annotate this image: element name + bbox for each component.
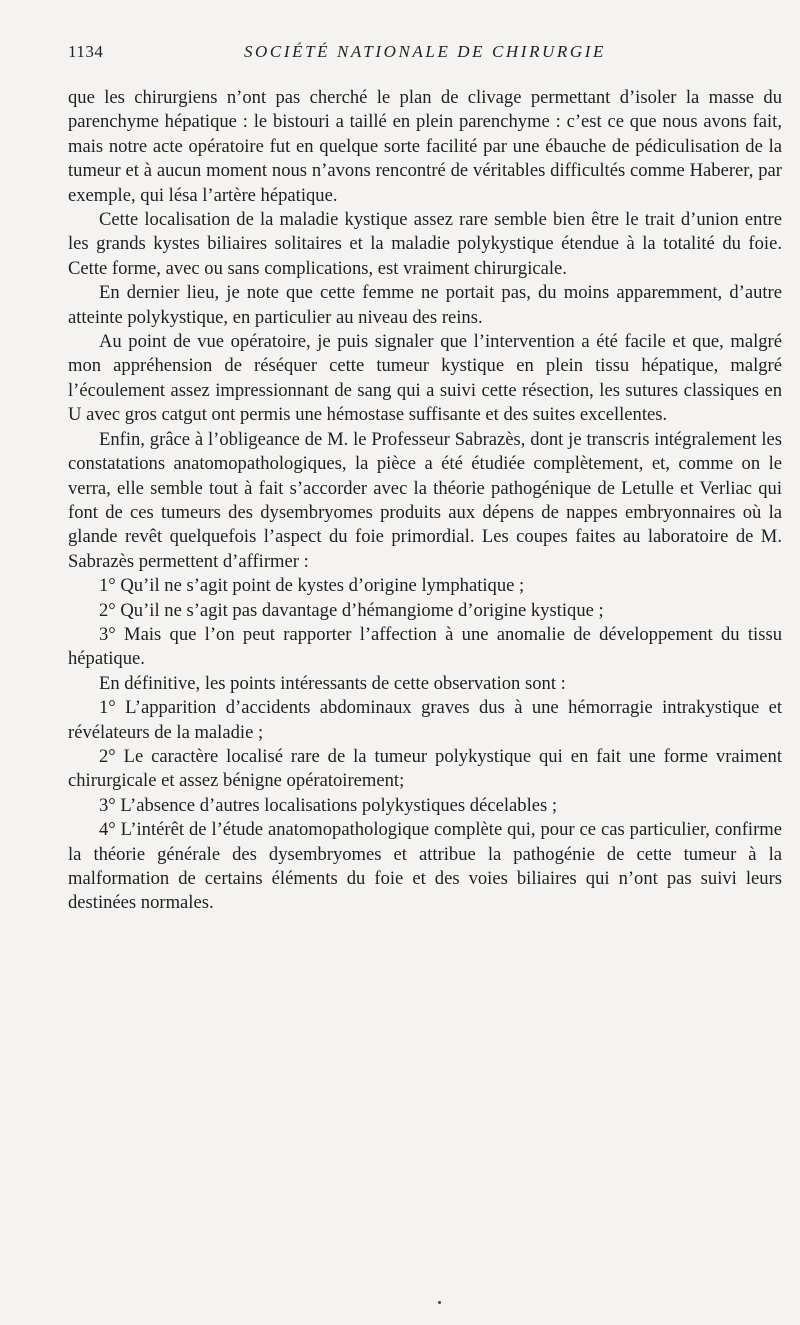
conclusion-item-4: 4° L’intérêt de l’étude anatomopathologique complète qui, pour ce cas particulier, confirme la théorie générale des dysembryomes et attribue la pathogénie de cette tumeur à la malformation de certains éléments du foie et des voies biliaires qui n’ont pas suivi leurs destinées normales.	[68, 819, 782, 914]
finding-item-1: 1° Qu’il ne s’agit point de kystes d’origine lymphatique ;	[99, 575, 525, 597]
conclusion-item-1: 1° L’apparition d’accidents abdominaux graves dus à une hémorragie intrakystique et révélateurs de la maladie ;	[68, 697, 782, 743]
paragraph-dernier-lieu: En dernier lieu, je note que cette femme ne portait pas, du moins apparemment, d’autre atteinte polykystique, en particulier au niveau des reins.	[68, 282, 782, 328]
finding-item-3: 3° Mais que l’on peut rapporter l’affection à une anomalie de développement du tissu hépatique.	[68, 623, 782, 670]
running-header	[68, 42, 782, 68]
page-number: 1134	[68, 42, 104, 61]
article-body	[68, 86, 782, 916]
paragraph-continuation: que les chirurgiens n’ont pas cherché le plan de clivage permettant d’isoler la masse du parenchyme hépatique : le bistouri a taillé en plein parenchyme : c’est ce que nous avons fait, mais notre acte opératoire fut en quelque sorte facilité par une ébauche de pédiculisation de la tumeur et à aucun moment nous n’avons rencontré de véritables difficultés comme Haberer, par exemple, qui lésa l’artère hépatique.	[68, 87, 782, 206]
paragraph-operatoire: Au point de vue opératoire, je puis signaler que l’intervention a été facile et que, malgré mon appréhension de réséquer cette tumeur kystique en plein tissu hépatique, malgré l’écoulement assez impressionnant de sang qui a suivi cette résection, les sutures classiques en U avec gros catgut ont permis une hémostase suffisante et des suites excellentes.	[68, 331, 782, 426]
conclusion-item-2: 2° Le caractère localisé rare de la tumeur polykystique qui en fait une forme vraiment chirurgicale et assez bénigne opératoirement;	[68, 745, 782, 792]
journal-title: SOCIÉTÉ NATIONALE DE CHIRURGIE	[243, 42, 607, 61]
paragraph-en-definitive: En définitive, les points intéressants de cette observation sont :	[99, 672, 566, 694]
paragraph-localisation: Cette localisation de la maladie kystique assez rare semble bien être le trait d’union entre les grands kystes biliaires solitaires et la maladie polykystique étendue à la totalité du foie. Cette forme, avec ou sans complications, est vraiment chirurgicale.	[68, 209, 782, 279]
conclusion-item-3: 3° L’absence d’autres localisations polykystiques décelables ;	[99, 794, 558, 816]
finding-item-2: 2° Qu’il ne s’agit pas davantage d’hémangiome d’origine kystique ;	[99, 599, 604, 621]
paragraph-sabrazes: Enfin, grâce à l’obligeance de M. le Professeur Sabrazès, dont je transcris intégralement les constatations anatomopathologiques, la pièce a été étudiée complètement, et, comme on le verra, elle semble tout à fait s’accorder avec la théorie pathogénique de Letulle et Verliac qui font de ces tumeurs des dysembryomes produits aux dépens de nappes embryonnaires où la glande revêt quelquefois l’aspect du foie primordial. Les coupes faites au laboratoire de M. Sabrazès permettent d’affirmer :	[68, 428, 782, 572]
print-speck	[438, 1301, 441, 1304]
